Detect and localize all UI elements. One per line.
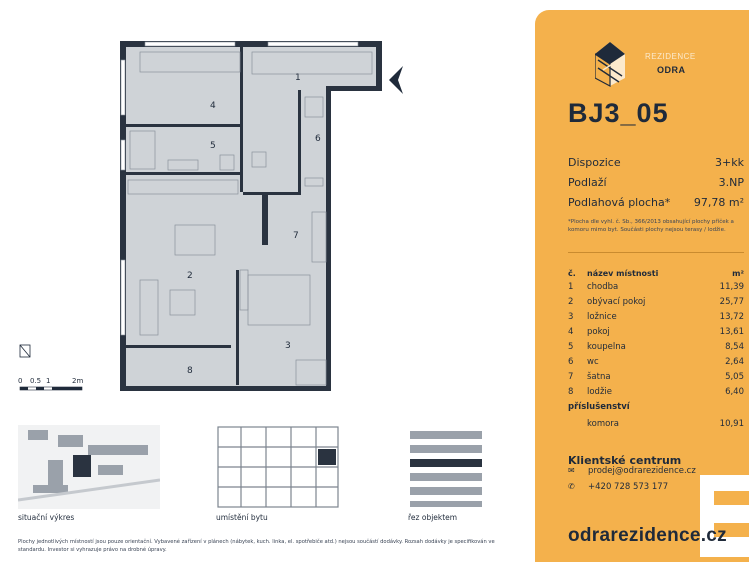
contact-phone[interactable]: +420 728 573 177: [588, 482, 669, 492]
website[interactable]: odrarezidence.cz: [568, 525, 727, 546]
room-name: chodba: [587, 282, 619, 292]
room-label: 2: [187, 271, 193, 281]
room-name: lodžie: [587, 387, 613, 397]
brand-logo-icon: [595, 38, 695, 88]
room-row: [568, 282, 744, 294]
detail-podlazi: [568, 176, 744, 189]
room-row: [568, 372, 744, 384]
unit-code: BJ3_05: [568, 98, 669, 128]
floor-room-6-7: [298, 90, 330, 380]
room-label: 1: [295, 73, 301, 83]
section-thumbnail: [408, 425, 484, 509]
room-area: 6,40: [725, 387, 744, 397]
brand-line2: ODRA: [657, 65, 686, 75]
detail-value: 3+kk: [715, 156, 744, 169]
room-row: [568, 312, 744, 324]
floor-notch-white: [330, 90, 385, 390]
scale-half: 0.5: [30, 377, 42, 385]
detail-value: 97,78 m²: [693, 196, 744, 209]
contact-email-row[interactable]: [568, 466, 696, 476]
room-num: 4: [568, 327, 574, 337]
room-area: 8,54: [725, 342, 744, 352]
room-num: 8: [568, 387, 574, 397]
contact-title: Klientské centrum: [568, 454, 682, 467]
detail-plocha: [568, 196, 744, 209]
entrance-arrow-icon: [387, 64, 405, 96]
area-note: *Plocha dle vyhl. č. Sb., 366/2013 obsahující plochy příček a komoru mimo byt. Součásti plochy nejsou terasy / lodžie.: [568, 219, 734, 233]
detail-label: Dispozice: [568, 156, 621, 169]
divider: [568, 252, 744, 253]
detail-value: 3.NP: [718, 176, 744, 189]
site-plan-thumbnail: [18, 425, 160, 509]
room-row: [568, 327, 744, 339]
room-label: 5: [210, 141, 216, 151]
scale-one: 1: [46, 377, 51, 385]
room-num: 3: [568, 312, 574, 322]
room-area: 13,72: [719, 312, 744, 322]
room-name: wc: [587, 357, 599, 367]
rooms-header-area: m²: [732, 269, 744, 278]
room-label: 6: [315, 134, 321, 144]
unit-location-thumbnail: [216, 425, 340, 509]
room-name: obývací pokoj: [587, 297, 646, 307]
room-num: 1: [568, 282, 574, 292]
room-row: [568, 342, 744, 354]
brand-line1: REZIDENCE: [645, 52, 696, 61]
room-num: 7: [568, 372, 574, 382]
room-label: 4: [210, 101, 216, 111]
room-name: šatna: [587, 372, 611, 382]
room-row: [568, 357, 744, 369]
scale-bar: [20, 387, 82, 390]
room-num: 5: [568, 342, 574, 352]
room-name: koupelna: [587, 342, 626, 352]
north-mark-icon: [20, 345, 30, 357]
accessory-name: komora: [587, 419, 620, 429]
detail-dispozice: [568, 156, 744, 169]
accessories-title: příslušenství: [568, 402, 630, 412]
scale-two: 2m: [72, 377, 84, 385]
room-name: ložnice: [587, 312, 617, 322]
mail-icon: ✉: [568, 466, 575, 475]
info-panel: [535, 10, 749, 562]
room-area: 2,64: [725, 357, 744, 367]
accessory-area: 10,91: [719, 419, 744, 429]
room-area: 13,61: [719, 327, 744, 337]
room-area: 25,77: [719, 297, 744, 307]
room-area: 11,39: [719, 282, 744, 292]
room-label: 7: [293, 231, 299, 241]
rooms-header-name: název místnosti: [587, 269, 659, 278]
unit-location-label: umístění bytu: [216, 513, 268, 522]
room-row: [568, 297, 744, 309]
detail-label: Podlahová plocha*: [568, 196, 671, 209]
site-plan-label: situační výkres: [18, 513, 75, 522]
contact-email[interactable]: prodej@odrarezidence.cz: [588, 466, 696, 476]
section-label: řez objektem: [408, 513, 458, 522]
detail-label: Podlaží: [568, 176, 607, 189]
phone-icon: ✆: [568, 482, 575, 491]
room-label: 8: [187, 366, 193, 376]
room-num: 2: [568, 297, 574, 307]
scale-zero: 0: [18, 377, 23, 385]
room-num: 6: [568, 357, 574, 367]
room-name: pokoj: [587, 327, 610, 337]
room-label: 3: [285, 341, 291, 351]
rooms-header-num: č.: [568, 269, 576, 278]
room-area: 5,05: [725, 372, 744, 382]
contact-phone-row[interactable]: [568, 482, 668, 492]
room-row: [568, 387, 744, 399]
footnote: Plochy jednotlivých místností jsou pouze orientační. Vybavené zařízení v plánech (nábytek, kuch. linka, el. spotřebiče atd.) nejsou součástí dodávky. Rozsah dodávky je specifikován ve standardu. Investor si vyhrazuje právo na drobné úpravy.: [18, 539, 495, 553]
